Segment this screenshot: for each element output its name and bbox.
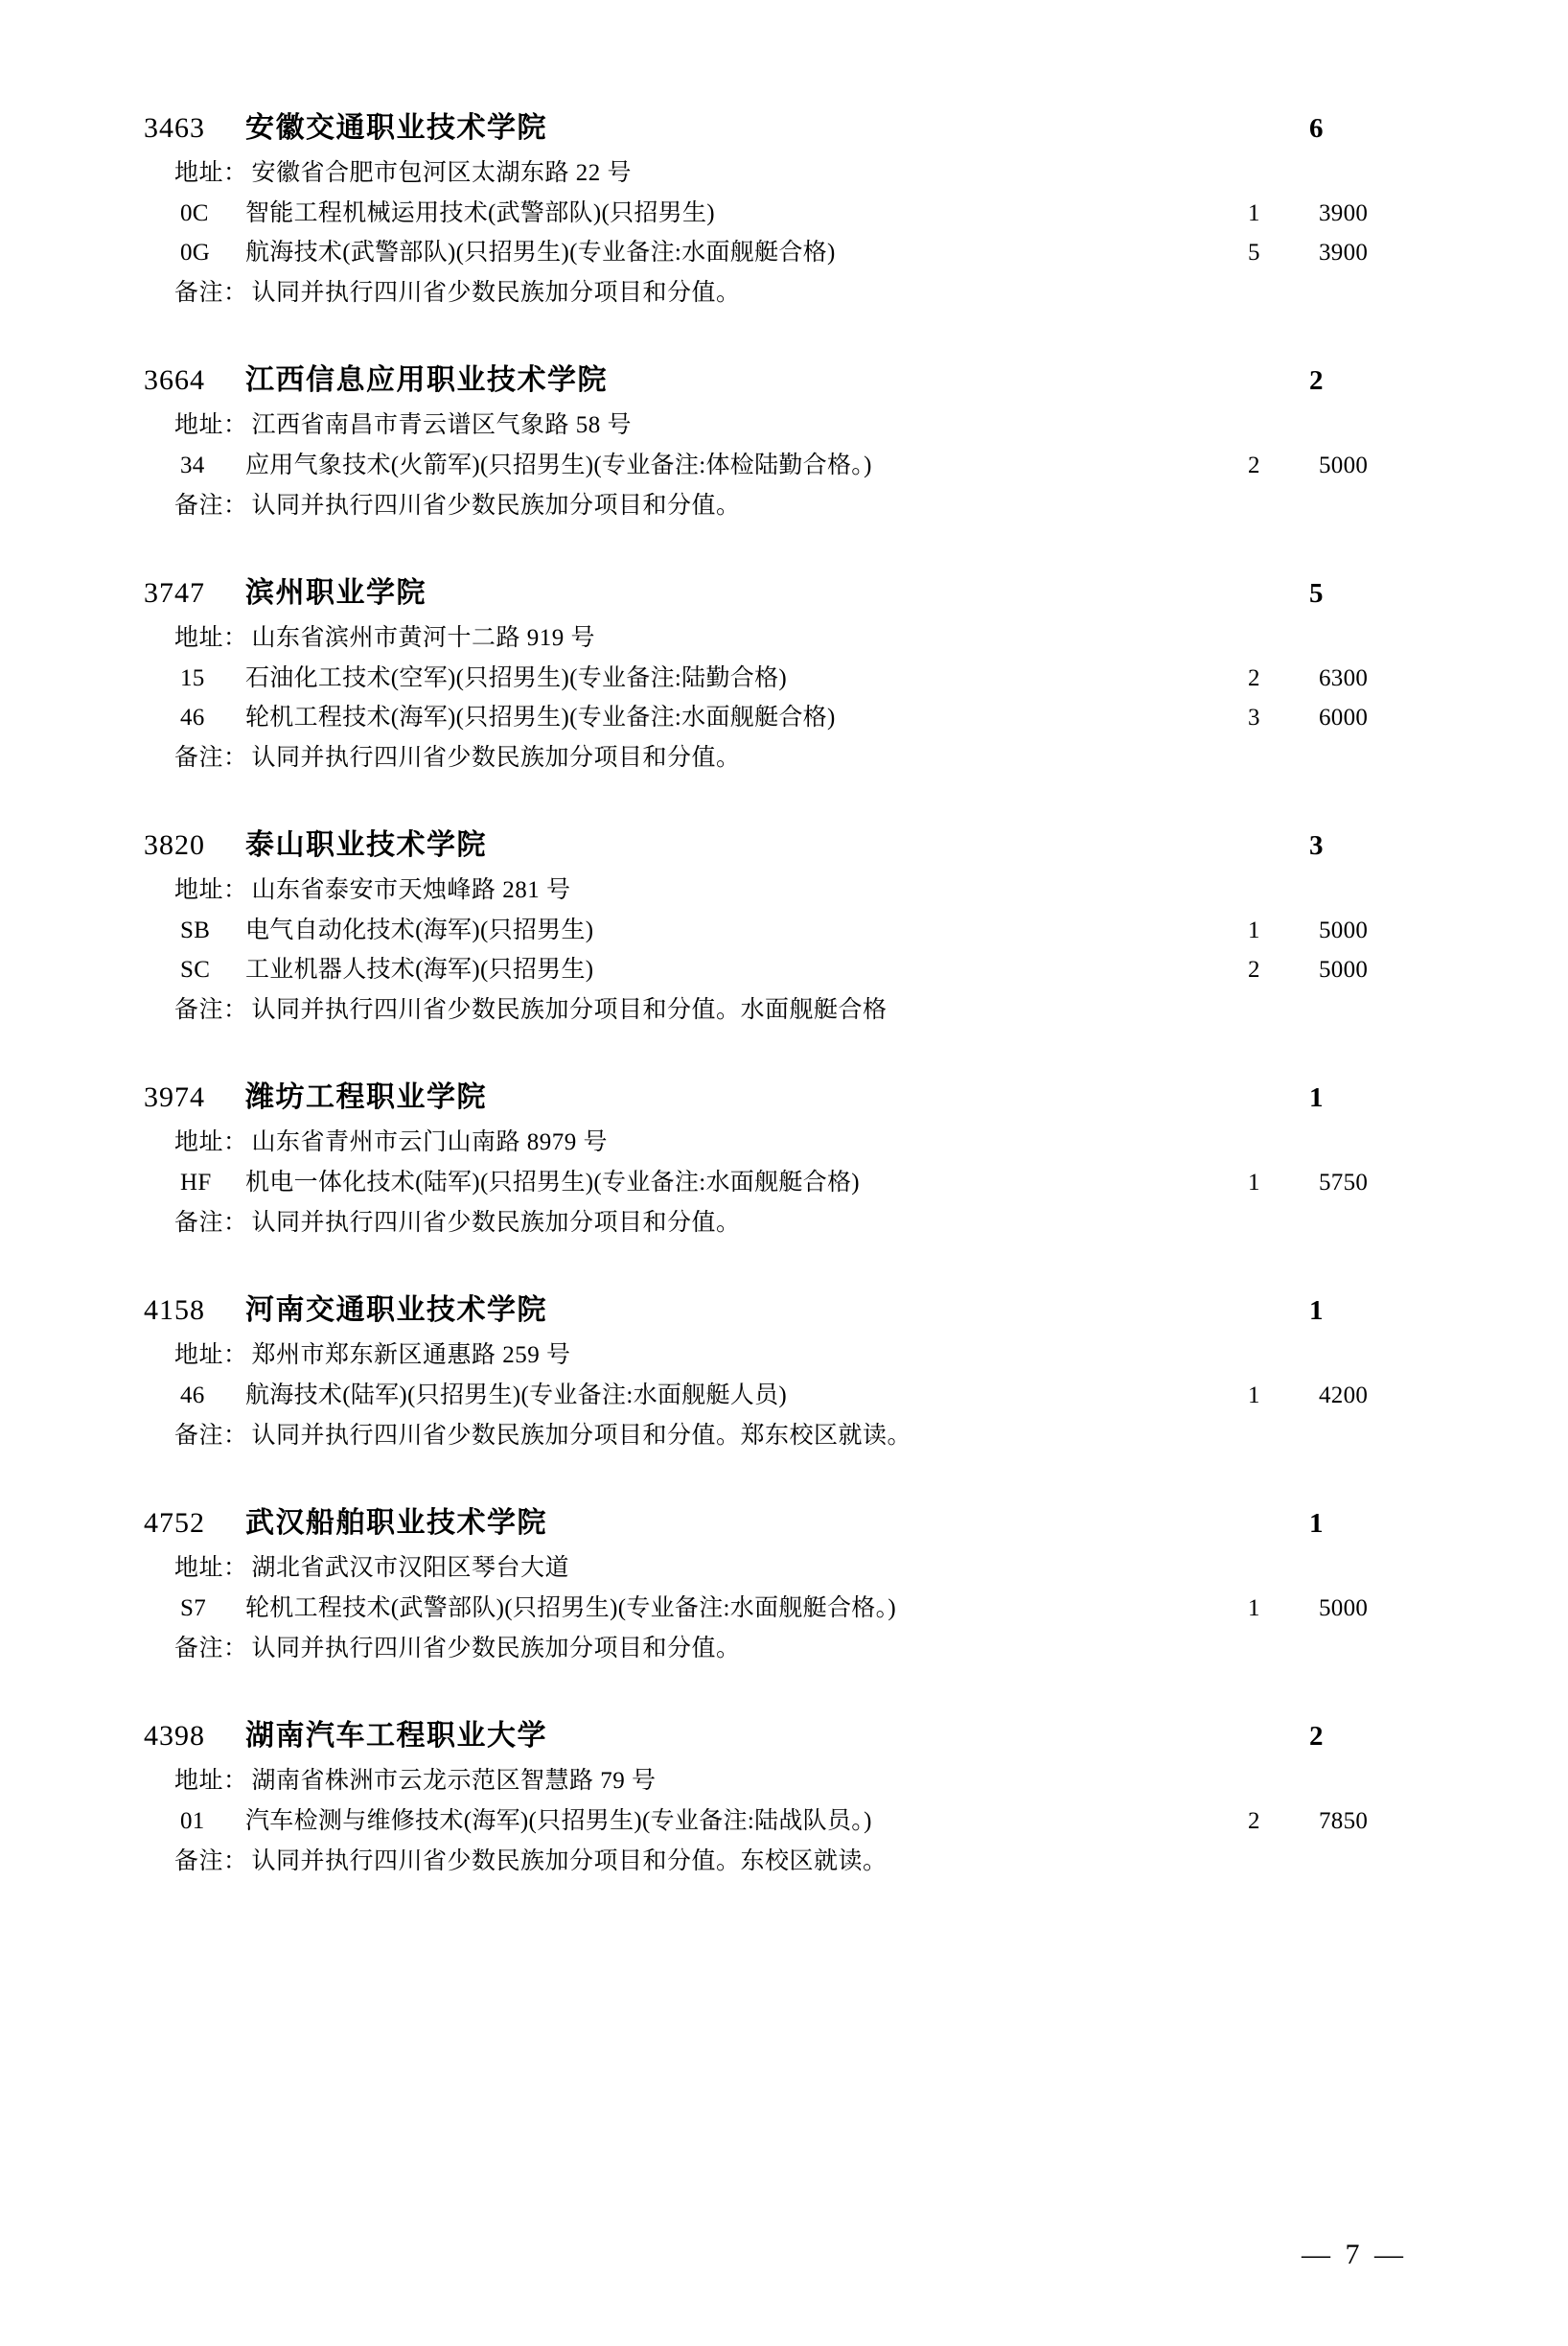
major-tuition-fee: 4200 <box>1319 1382 1369 1408</box>
major-tuition-fee: 6300 <box>1319 665 1369 691</box>
major-plan-count: 3 <box>1248 705 1260 731</box>
school-remark <box>174 273 1424 308</box>
school-address <box>174 153 1424 188</box>
school-remark <box>174 1203 1424 1238</box>
school-remark <box>174 1416 1424 1451</box>
major-code: 0C <box>180 200 209 226</box>
school-total-plan: 2 <box>1309 365 1324 396</box>
major-code: 34 <box>180 453 205 478</box>
school-name: 安徽交通职业技术学院 <box>245 111 547 145</box>
address-value: 安徽省合肥市包河区太湖东路 22 号 <box>251 160 633 186</box>
remark-value: 认同并执行四川省少数民族加分项目和分值。 <box>251 280 741 306</box>
school-address <box>174 871 1424 905</box>
major-row <box>180 1801 1424 1836</box>
school-block <box>144 1711 1424 1876</box>
remark-value: 认同并执行四川省少数民族加分项目和分值。东校区就读。 <box>251 1848 888 1874</box>
major-tuition-fee: 7850 <box>1319 1808 1369 1834</box>
major-name: 智能工程机械运用技术(武警部队)(只招男生) <box>245 200 715 226</box>
school-total-plan: 5 <box>1309 578 1324 609</box>
school-name: 滨州职业学院 <box>245 576 427 610</box>
major-plan-count: 1 <box>1248 1382 1260 1408</box>
major-plan-count: 2 <box>1248 453 1260 478</box>
major-name: 航海技术(武警部队)(只招男生)(专业备注:水面舰艇合格) <box>245 240 836 266</box>
school-block <box>144 104 1424 308</box>
school-block <box>144 1073 1424 1238</box>
school-header <box>144 1073 1424 1115</box>
school-header <box>144 1286 1424 1328</box>
remark-value: 认同并执行四川省少数民族加分项目和分值。 <box>251 1210 741 1236</box>
major-tuition-fee: 5750 <box>1319 1170 1369 1196</box>
address-value: 湖北省武汉市汉阳区琴台大道 <box>251 1555 570 1581</box>
school-list <box>144 104 1424 1876</box>
school-total-plan: 6 <box>1309 113 1324 144</box>
school-name: 河南交通职业技术学院 <box>245 1293 547 1327</box>
address-label: 地址： <box>174 412 248 438</box>
address-value: 山东省青州市云门山南路 8979 号 <box>251 1129 609 1155</box>
major-plan-count: 1 <box>1248 917 1260 943</box>
major-tuition-fee: 3900 <box>1319 240 1369 266</box>
address-label: 地址： <box>174 160 248 186</box>
school-code: 3820 <box>144 829 205 861</box>
major-tuition-fee: 5000 <box>1319 1595 1369 1621</box>
school-name: 湖南汽车工程职业大学 <box>245 1719 547 1753</box>
address-label: 地址： <box>174 877 248 903</box>
school-code: 3463 <box>144 112 205 144</box>
school-address <box>174 406 1424 440</box>
major-plan-count: 2 <box>1248 957 1260 983</box>
school-remark <box>174 738 1424 773</box>
major-name: 轮机工程技术(武警部队)(只招男生)(专业备注:水面舰艇合格。) <box>245 1595 896 1621</box>
school-block <box>144 1498 1424 1663</box>
major-row <box>180 446 1424 480</box>
major-plan-count: 5 <box>1248 240 1260 266</box>
major-code: SB <box>180 917 211 943</box>
major-row <box>180 659 1424 693</box>
remark-label: 备注： <box>174 1210 248 1236</box>
remark-label: 备注： <box>174 745 248 771</box>
address-value: 郑州市郑东新区通惠路 259 号 <box>251 1342 571 1368</box>
school-code: 3664 <box>144 364 205 396</box>
major-row <box>180 950 1424 985</box>
major-row <box>180 1163 1424 1197</box>
remark-value: 认同并执行四川省少数民族加分项目和分值。郑东校区就读。 <box>251 1423 912 1449</box>
school-total-plan: 3 <box>1309 830 1324 861</box>
major-row <box>180 1376 1424 1410</box>
major-name: 石油化工技术(空军)(只招男生)(专业备注:陆勤合格) <box>245 665 787 691</box>
address-label: 地址： <box>174 1555 248 1581</box>
remark-label: 备注： <box>174 997 248 1023</box>
remark-value: 认同并执行四川省少数民族加分项目和分值。 <box>251 1636 741 1661</box>
major-name: 应用气象技术(火箭军)(只招男生)(专业备注:体检陆勤合格。) <box>245 453 872 478</box>
school-remark <box>174 486 1424 521</box>
remark-value: 认同并执行四川省少数民族加分项目和分值。 <box>251 493 741 519</box>
major-tuition-fee: 6000 <box>1319 705 1369 731</box>
major-code: 46 <box>180 1382 205 1408</box>
address-label: 地址： <box>174 1342 248 1368</box>
school-address <box>174 1123 1424 1157</box>
school-name: 潍坊工程职业学院 <box>245 1080 487 1114</box>
major-tuition-fee: 3900 <box>1319 200 1369 226</box>
school-header <box>144 356 1424 398</box>
major-name: 工业机器人技术(海军)(只招男生) <box>245 957 594 983</box>
major-row <box>180 698 1424 732</box>
school-header <box>144 1711 1424 1754</box>
major-plan-count: 2 <box>1248 665 1260 691</box>
school-name: 武汉船舶职业技术学院 <box>245 1506 547 1540</box>
address-label: 地址： <box>174 1768 248 1794</box>
school-remark <box>174 1842 1424 1876</box>
major-row <box>180 1589 1424 1623</box>
address-value: 山东省泰安市天烛峰路 281 号 <box>251 877 571 903</box>
major-plan-count: 1 <box>1248 1595 1260 1621</box>
remark-value: 认同并执行四川省少数民族加分项目和分值。水面舰艇合格 <box>251 997 888 1023</box>
page-number: — 7 — <box>1302 2239 1407 2270</box>
school-total-plan: 1 <box>1309 1508 1324 1539</box>
school-block <box>144 1286 1424 1451</box>
major-code: 01 <box>180 1808 205 1834</box>
school-address <box>174 1761 1424 1796</box>
school-remark <box>174 1629 1424 1663</box>
school-address <box>174 618 1424 653</box>
school-header <box>144 821 1424 863</box>
address-value: 湖南省株洲市云龙示范区智慧路 79 号 <box>251 1768 657 1794</box>
major-name: 轮机工程技术(海军)(只招男生)(专业备注:水面舰艇合格) <box>245 705 836 731</box>
major-row <box>180 194 1424 228</box>
remark-label: 备注： <box>174 1423 248 1449</box>
major-code: HF <box>180 1170 212 1196</box>
major-code: 0G <box>180 240 211 266</box>
major-code: SC <box>180 957 211 983</box>
major-code: S7 <box>180 1595 207 1621</box>
school-name: 江西信息应用职业技术学院 <box>245 363 608 397</box>
remark-label: 备注： <box>174 280 248 306</box>
school-total-plan: 1 <box>1309 1082 1324 1113</box>
school-code: 3974 <box>144 1081 205 1113</box>
school-header <box>144 104 1424 146</box>
address-label: 地址： <box>174 625 248 651</box>
major-name: 航海技术(陆军)(只招男生)(专业备注:水面舰艇人员) <box>245 1382 787 1408</box>
school-header <box>144 1498 1424 1541</box>
school-total-plan: 2 <box>1309 1721 1324 1752</box>
major-tuition-fee: 5000 <box>1319 957 1369 983</box>
school-address <box>174 1336 1424 1370</box>
school-block <box>144 356 1424 521</box>
major-code: 15 <box>180 665 205 691</box>
school-address <box>174 1548 1424 1583</box>
major-tuition-fee: 5000 <box>1319 917 1369 943</box>
major-row <box>180 233 1424 267</box>
address-value: 山东省滨州市黄河十二路 919 号 <box>251 625 596 651</box>
school-code: 3747 <box>144 577 205 609</box>
remark-value: 认同并执行四川省少数民族加分项目和分值。 <box>251 745 741 771</box>
major-name: 汽车检测与维修技术(海军)(只招男生)(专业备注:陆战队员。) <box>245 1808 872 1834</box>
major-plan-count: 2 <box>1248 1808 1260 1834</box>
remark-label: 备注： <box>174 493 248 519</box>
school-code: 4752 <box>144 1507 205 1539</box>
remark-label: 备注： <box>174 1636 248 1661</box>
major-tuition-fee: 5000 <box>1319 453 1369 478</box>
major-code: 46 <box>180 705 205 731</box>
major-plan-count: 1 <box>1248 200 1260 226</box>
remark-label: 备注： <box>174 1848 248 1874</box>
school-block <box>144 569 1424 773</box>
major-plan-count: 1 <box>1248 1170 1260 1196</box>
school-header <box>144 569 1424 611</box>
school-remark <box>174 990 1424 1025</box>
major-name: 电气自动化技术(海军)(只招男生) <box>245 917 594 943</box>
school-code: 4158 <box>144 1294 205 1326</box>
address-label: 地址： <box>174 1129 248 1155</box>
major-name: 机电一体化技术(陆军)(只招男生)(专业备注:水面舰艇合格) <box>245 1170 860 1196</box>
address-value: 江西省南昌市青云谱区气象路 58 号 <box>251 412 633 438</box>
school-block <box>144 821 1424 1025</box>
school-total-plan: 1 <box>1309 1295 1324 1326</box>
school-name: 泰山职业技术学院 <box>245 828 487 862</box>
major-row <box>180 911 1424 945</box>
school-code: 4398 <box>144 1720 205 1752</box>
